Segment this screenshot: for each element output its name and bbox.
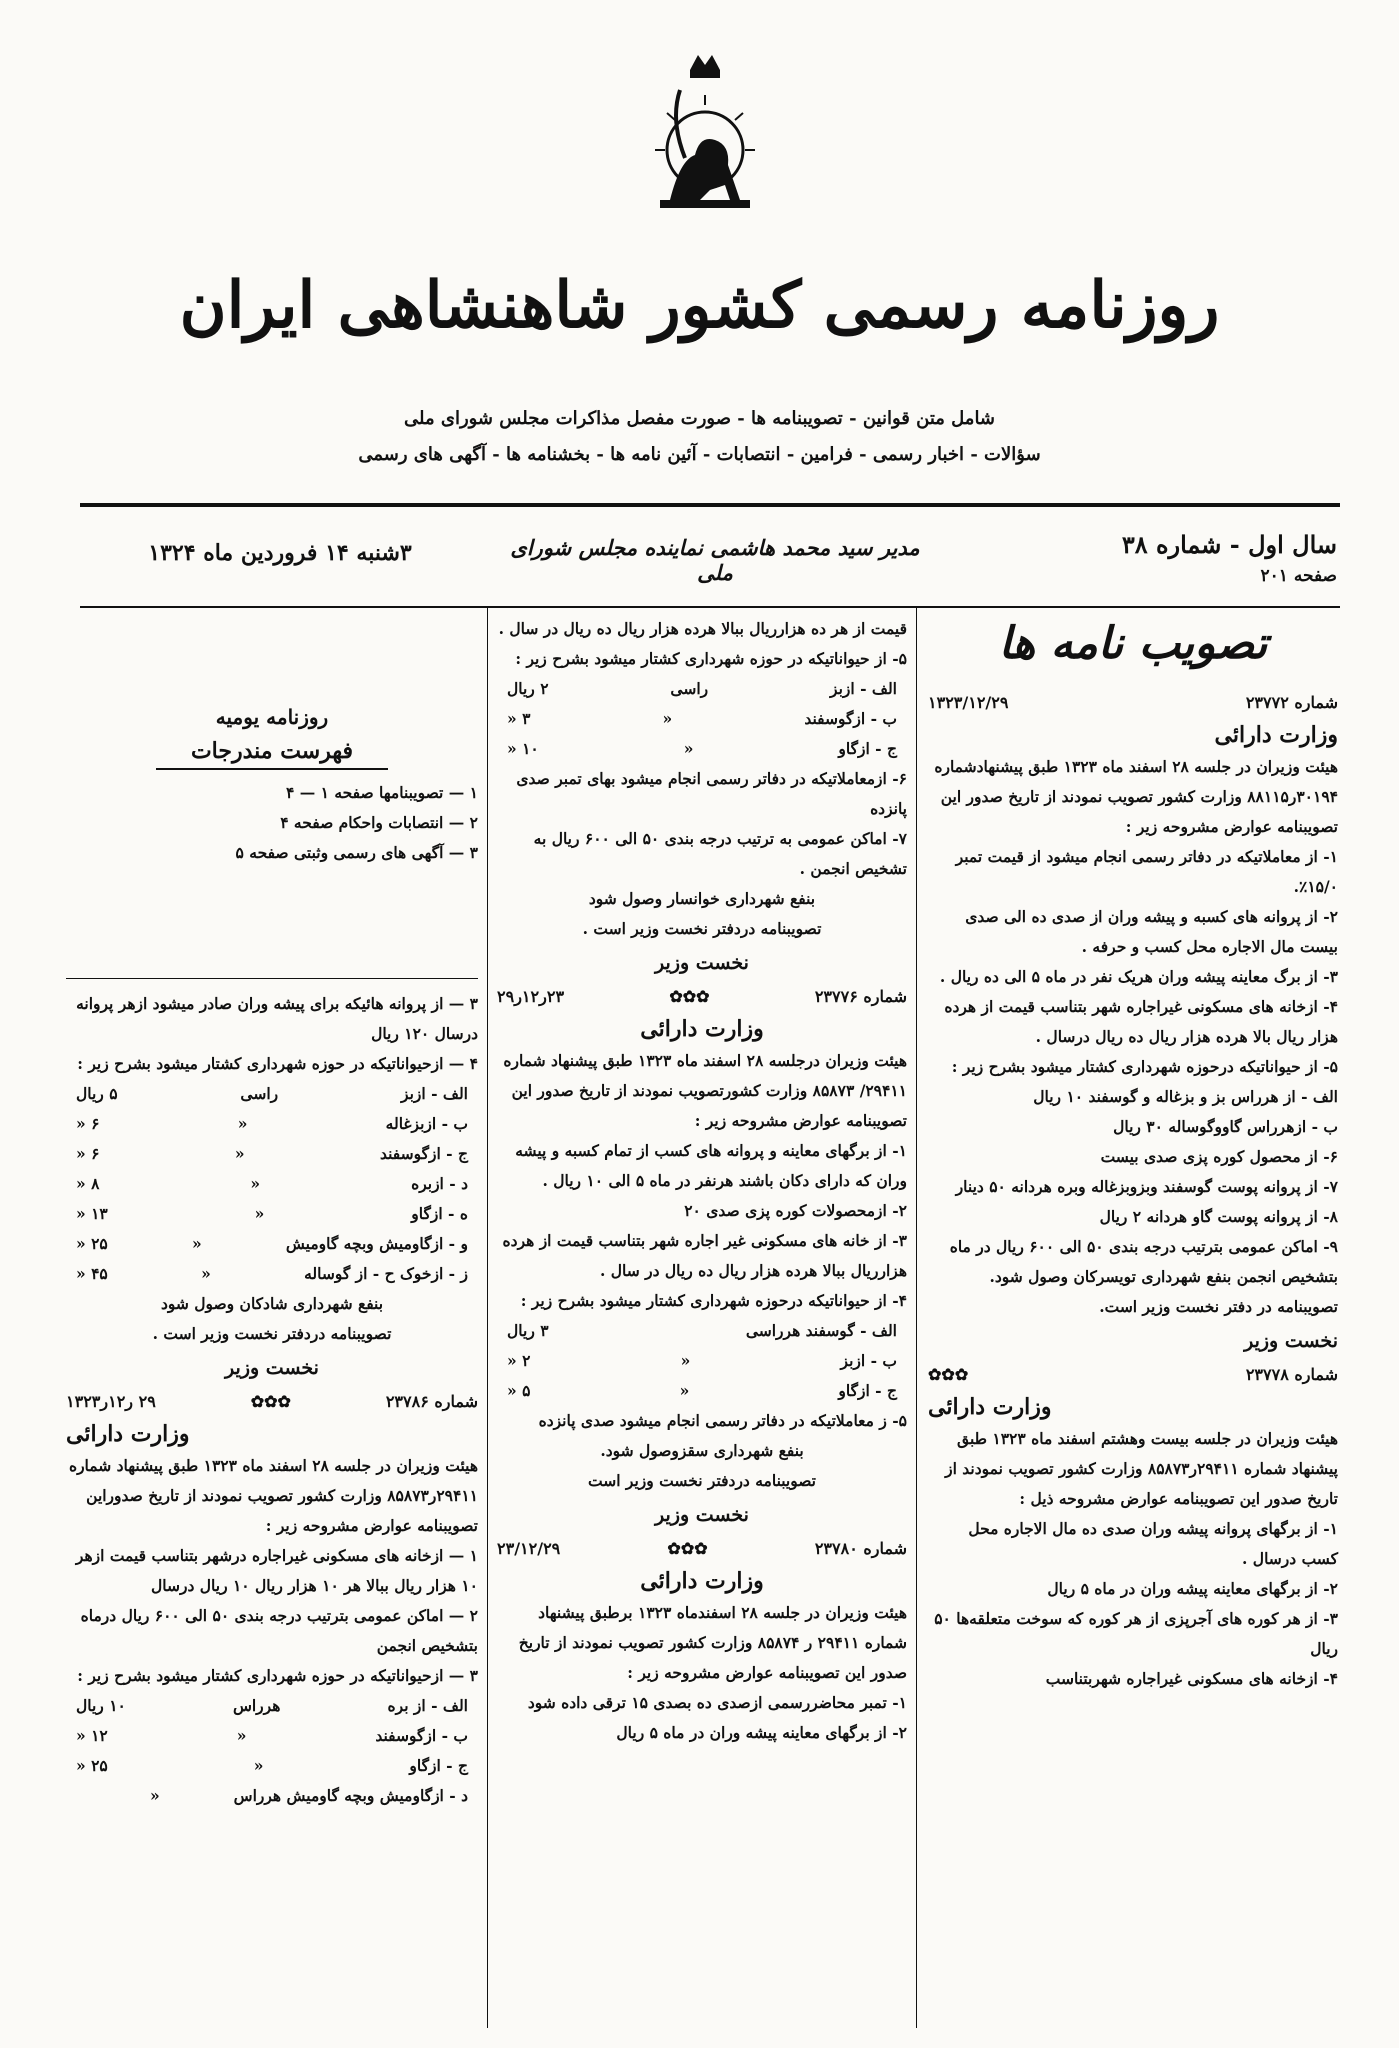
ministry-heading: وزارت دارائی [928, 1394, 1052, 1420]
paragraph: ۱- تمبر محاضررسمی ازصدی ده بصدی ۱۵ ترقی داده شود [527, 1693, 907, 1712]
paragraph: هیئت وزیران در جلسه ۲۸ اسفندماه ۱۳۲۳ برطبق پیشنهاد شماره ۲۹۴۱۱ ر ۸۵۸۷۴ وزارت کشور تصویب نمودند از تاریخ صدور این تصویبنامه عوارض مشروحه زیر : [518, 1603, 907, 1682]
toc-item: ۲ — انتصابات واحکام صفحه ۴ [280, 813, 478, 832]
decree-header [497, 1534, 907, 1564]
column-divider-left [487, 608, 488, 2028]
paragraph: ۷- اماکن عمومی به ترتیب درجه بندی ۵۰ الی ۶۰۰ ریال به تشخیص انجمن . [533, 829, 907, 878]
paragraph: ۶- ازمعاملاتیکه در دفاتر رسمی انجام میشود بهای تمبر صدی پانزده [516, 769, 907, 818]
paragraph: ۵- از حیواناتیکه در حوزه شهرداری کشتار میشود بشرح زیر : [515, 649, 907, 668]
paragraph: ۷- از پروانه پوست گوسفند وبزوبزغاله وبره هردانه ۵۰ دینار [955, 1177, 1338, 1196]
paragraph: تصویبنامه دردفتر نخست وزیر است . [152, 1324, 392, 1343]
paragraph: بنفع شهرداری سقزوصول شود. [600, 1441, 804, 1460]
decree-date: ۲۹ ر۱۲ر۱۳۲۳ [66, 1392, 156, 1411]
paragraph: ۱- از برگهای معاینه و پروانه های کسب از تمام کسبه و پیشه وران که دارای دکان باشند هرنفر در ماه ۵ الی ۱۰ ریال . [515, 1141, 907, 1190]
lion-and-sun-emblem [640, 50, 770, 230]
rate-row: ز - ازخوک ح - از گوساله « ۴۵ « [76, 1264, 468, 1283]
paragraph: ۲ — اماکن عمومی بترتیب درجه بندی ۵۰ الی ۶۰۰ ریال درماه بتشخیص انجمن [80, 1606, 478, 1655]
paragraph: هیئت وزیران در جلسه بیست وهشتم اسفند ماه ۱۳۲۳ طبق پیشنهاد شماره ۲۹۴۱۱ر۸۵۸۷۳ وزارت کشور تصویب نمودند از تاریخ صدور این تصویبنامه عوارض مشروحه ذیل : [945, 1429, 1338, 1508]
rate-row: ب - ازگوسفند « ۱۲ « [76, 1726, 468, 1745]
header-rule [80, 503, 1340, 507]
paragraph: ۱- از معاملاتیکه در دفاتر رسمی انجام میشود از قیمت تمبر ۱۵/۰٪. [955, 847, 1338, 896]
paragraph: ۵- از حیواناتیکه درحوزه شهرداری کشتار میشود بشرح زیر : [951, 1057, 1338, 1076]
issue-date: ۳شنبه ۱۴ فروردین ماه ۱۳۲۴ [148, 540, 412, 566]
paragraph: ۴- ازخانه های مسکونی غیراجاره شهربتناسب [1045, 1669, 1338, 1688]
paragraph: بنفع شهرداری شادکان وصول شود [160, 1294, 384, 1313]
paragraph: ۴ — ازحیواناتیکه در حوزه شهرداری کشتار میشود بشرح زیر : [77, 1054, 478, 1073]
paragraph: ب - ازهرراس گاووگوساله ۳۰ ریال [1113, 1117, 1338, 1136]
toc-item: ۱ — تصویبنامها صفحه ۱ — ۴ [285, 783, 478, 802]
paragraph: ۲- از برگهای معاینه پیشه وران در ماه ۵ ریال [1047, 1579, 1338, 1598]
decree-number: شماره ۲۳۷۷۲ [1245, 693, 1338, 712]
decree-header [928, 688, 1338, 718]
paragraph: ۴- از حیواناتیکه درحوزه شهرداری کشتار میشود بشرح زیر : [520, 1291, 907, 1310]
masthead-title: روزنامه رسمی کشور شاهنشاهی ایران [179, 268, 1220, 343]
paragraph: ۳ — از پروانه هائیکه برای پیشه وران صادر میشود ازهر پروانه درسال ۱۲۰ ریال [76, 994, 478, 1043]
decree-date: ۲۳ر۱۲ر۲۹ [497, 987, 565, 1006]
decree-header [66, 1387, 478, 1417]
paragraph: ۳- از هر کوره های آجرپزی از هر کوره که سوخت متعلقه‌ها ۵۰ ریال [934, 1609, 1338, 1658]
director-line: مدیر سید محمد هاشمی نماینده مجلس شورای ملی [510, 535, 920, 585]
rate-row: الف - ازبز راسی ۵ ریال [76, 1084, 468, 1103]
decree-date: ۱۳۲۳/۱۲/۲۹ [928, 693, 1009, 712]
paragraph: ۸- از پروانه پوست گاو هردانه ۲ ریال [1099, 1207, 1338, 1226]
paragraph: قیمت از هر ده هزارریال ببالا هرده هزار ریال ده ریال در سال . [498, 619, 907, 638]
paragraph: ۵- ز معاملاتیکه در دفاتر رسمی انجام میشود صدی پانزده [538, 1411, 907, 1430]
info-rule [80, 606, 1340, 608]
paragraph: هیئت وزیران در جلسه ۲۸ اسفند ماه ۱۳۲۳ طبق پیشنهاد شماره ۲۹۴۱۱ر۸۵۸۷۳ وزارت کشور تصویب نمودند از تاریخ صدوراین تصویبنامه عوارض مشروحه زیر : [68, 1456, 478, 1535]
decree-number: شماره ۲۳۷۸۶ [385, 1392, 478, 1411]
toc-divider [66, 868, 478, 979]
decree-stars: ✿✿✿ [667, 1539, 708, 1558]
paragraph: الف - از هرراس بز و بزغاله و گوسفند ۱۰ ریال [1033, 1087, 1338, 1106]
rates-table [66, 1691, 478, 1811]
paragraph: ۱- از برگهای پروانه پیشه وران صدی ده مال الاجاره محل کسب درسال . [968, 1519, 1338, 1568]
decree-number: شماره ۲۳۷۷۸ [1245, 1365, 1338, 1384]
ministry-heading: وزارت دارائی [66, 1421, 190, 1447]
ministry-heading: وزارت دارائی [640, 1568, 764, 1594]
paragraph: ۴- ازخانه های مسکونی غیراجاره شهر بتناسب قیمت از هرده هزار ریال بالا هرده هزار ریال ده ریال درسال . [944, 997, 1338, 1046]
column-middle [497, 614, 907, 1748]
paragraph: ۶- از محصول کوره پزی صدی بیست [1100, 1147, 1338, 1166]
decree-number: شماره ۲۳۷۷۶ [814, 987, 907, 1006]
daily-title: روزنامه یومیه [215, 705, 329, 729]
rate-row: ج - ازگاو « ۵ « [507, 1381, 897, 1400]
ministry-heading: وزارت دارائی [1214, 722, 1338, 748]
decree-header [928, 1360, 1338, 1390]
rate-row: ج - ازگاو « ۲۵ « [76, 1756, 468, 1775]
paragraph: ۳- از برگ معاینه پیشه وران هریک نفر در ماه ۵ الی ده ریال . [939, 967, 1338, 986]
rate-row: ب - ازبز « ۲ « [507, 1351, 897, 1370]
paragraph: تصویبنامه دردفتر نخست وزیر است . [582, 919, 822, 938]
column-right [928, 614, 1338, 1694]
decree-stars: ✿✿✿ [250, 1392, 291, 1411]
rate-row: ج - ازگوسفند « ۶ « [76, 1144, 468, 1163]
column-left [66, 614, 478, 1811]
rates-table [497, 1316, 907, 1406]
rate-row: ب - ازگوسفند « ۳ « [507, 709, 897, 728]
paragraph: ۲- ازمحصولات کوره پزی صدی ۲۰ [684, 1201, 907, 1220]
rate-row: ب - ازبزغاله « ۶ « [76, 1114, 468, 1133]
pm-signature: نخست وزیر [655, 1504, 749, 1526]
rate-row: الف - ازبز راسی ۲ ریال [507, 679, 897, 698]
rate-row: ج - ازگاو « ۱۰ « [507, 739, 897, 758]
pm-signature: نخست وزیر [225, 1357, 319, 1379]
issue-number: سال اول - شماره ۳۸ [1121, 530, 1337, 559]
decree-stars: ✿✿✿ [928, 1365, 969, 1384]
paragraph: تصویبنامه دردفتر نخست وزیر است [588, 1471, 816, 1490]
decree-number: شماره ۲۳۷۸۰ [814, 1539, 907, 1558]
ministry-heading: وزارت دارائی [640, 1016, 764, 1042]
paragraph: ۹- اماکن عمومی بترتیب درجه بندی ۵۰ الی ۶۰۰ ریال در ماه بتشخیص انجمن بنفع شهرداری تویسرکان وصول شود. [949, 1237, 1338, 1286]
toc-item: ۳ — آگهی های رسمی وثبتی صفحه ۵ [235, 843, 478, 862]
rate-row: د - ازبره « ۸ « [76, 1174, 468, 1193]
pm-signature: نخست وزیر [655, 952, 749, 974]
rate-row: و - ازگاومیش وبچه گاومیش « ۲۵ « [76, 1234, 468, 1253]
masthead-subtitle-2: سؤالات - اخبار رسمی - فرامین - انتصابات - آئین نامه ها - بخشنامه ها - آگهی های رسمی [358, 444, 1041, 465]
paragraph: بنفع شهرداری خوانسار وصول شود [588, 889, 816, 908]
column-divider-right [916, 608, 917, 2028]
section-title: تصویب نامه ها [998, 618, 1268, 669]
rates-table [497, 674, 907, 764]
decree-stars: ✿✿✿ [669, 987, 710, 1006]
paragraph: تصویبنامه در دفتر نخست وزیر است. [1099, 1297, 1338, 1316]
pm-signature: نخست وزیر [1244, 1330, 1338, 1352]
paragraph: هیئت وزیران در جلسه ۲۸ اسفند ماه ۱۳۲۳ طبق پیشنهادشماره ۳۰۱۹۴ر۸۸۱۱۵ وزارت کشور تصویب نمودند از تاریخ صدور این تصویبنامه عوارض مشروحه زیر : [934, 757, 1338, 836]
rate-row: د - ازگاومیش وبچه گاومیش هرراس « [150, 1786, 468, 1805]
rate-row: الف - گوسفند هرراسی ۳ ریال [507, 1321, 897, 1340]
paragraph: هیئت وزیران درجلسه ۲۸ اسفند ماه ۱۳۲۳ طبق پیشنهاد شماره ۲۹۴۱۱/ ۸۵۸۷۳ وزارت کشورتصویب نمودند از تاریخ صدور این تصویبنامه عوارض مشروحه زیر : [503, 1051, 907, 1130]
rate-row: الف - از بره هرراس ۱۰ ریال [76, 1696, 468, 1715]
rate-row: ه - ازگاو « ۱۳ « [76, 1204, 468, 1223]
page-number: صفحه ۲۰۱ [1260, 566, 1337, 586]
decree-date: ۲۳/۱۲/۲۹ [497, 1539, 561, 1558]
paragraph: ۳- از خانه های مسکونی غیر اجاره شهر بتناسب قیمت از هرده هزارریال ببالا هرده هزار ریال ده ریال در سال . [502, 1231, 907, 1280]
decree-header [497, 982, 907, 1012]
paragraph: ۳ — ازحیواناتیکه در حوزه شهرداری کشتار میشود بشرح زیر : [77, 1666, 478, 1685]
paragraph: ۲- از برگهای معاینه پیشه وران در ماه ۵ ریال [616, 1723, 907, 1742]
toc-title: فهرست مندرجات [156, 734, 388, 770]
rates-table [66, 1079, 478, 1289]
masthead-subtitle-1: شامل متن قوانین - تصویبنامه ها - صورت مفصل مذاکرات مجلس شورای ملی [403, 408, 996, 429]
paragraph: ۱ — ازخانه های مسکونی غیراجاره درشهر بتناسب قیمت ازهر ۱۰ هزار ریال ببالا هر ۱۰ هزار ریال ۱۰ ریال درسال [75, 1546, 478, 1595]
paragraph: ۲- از پروانه های کسبه و پیشه وران از صدی ده الی صدی بیست مال الاجاره محل کسب و حرفه . [965, 907, 1338, 956]
